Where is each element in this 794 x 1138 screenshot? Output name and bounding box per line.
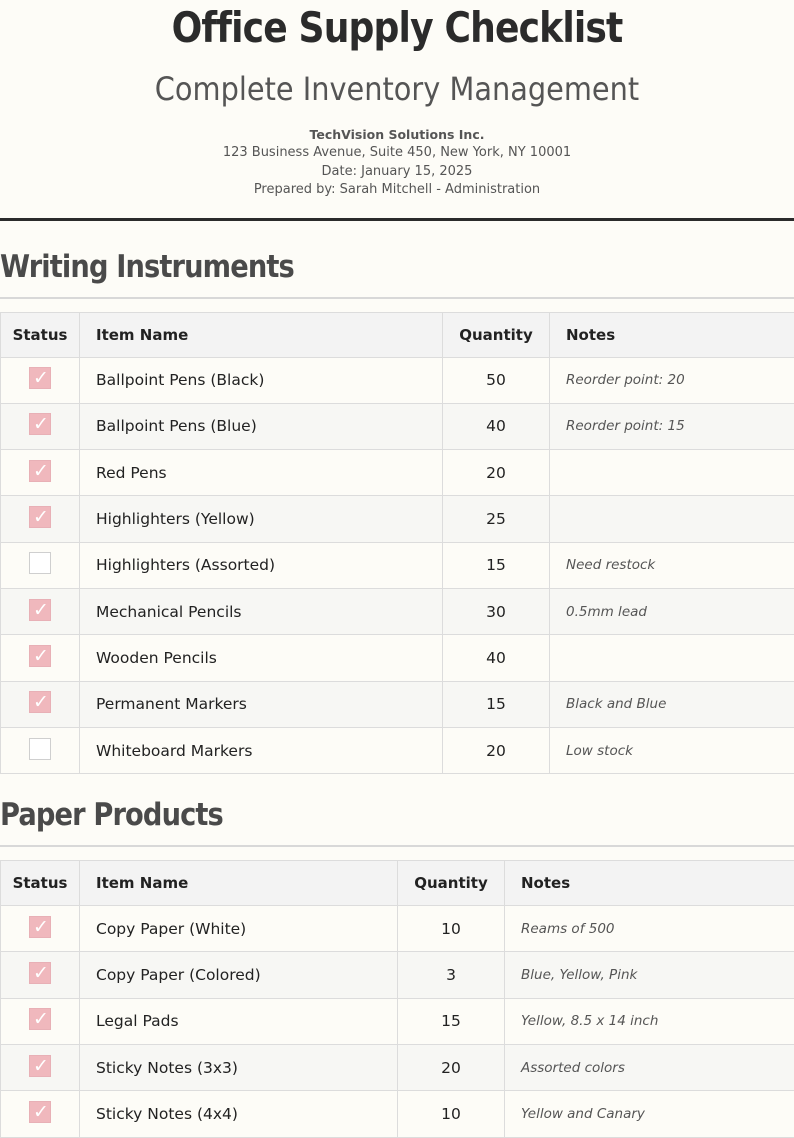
quantity-cell: 25 [443,496,550,542]
item-name-cell: Copy Paper (Colored) [80,952,398,998]
quantity-cell: 30 [443,588,550,634]
notes-cell: Yellow, 8.5 x 14 inch [505,998,794,1044]
page-subtitle: Complete Inventory Management [40,69,755,109]
quantity-cell: 15 [398,998,505,1044]
quantity-cell: 50 [443,357,550,403]
section-paper-products [0,795,794,1137]
item-name-cell: Ballpoint Pens (Blue) [80,403,443,449]
document-date: Date: January 15, 2025 [0,163,794,182]
table-row [1,998,794,1044]
status-checkbox[interactable] [29,1008,51,1030]
quantity-cell: 20 [443,450,550,496]
document-header [0,0,794,200]
item-name-cell: Sticky Notes (3x3) [80,1045,398,1091]
status-cell [1,952,80,998]
status-cell [1,357,80,403]
table-row [1,1045,794,1091]
status-checkbox[interactable] [29,413,51,435]
notes-cell: Reams of 500 [505,906,794,952]
status-checkbox[interactable] [29,1055,51,1077]
status-cell [1,403,80,449]
item-name-cell: Sticky Notes (4x4) [80,1091,398,1137]
status-cell [1,906,80,952]
status-checkbox[interactable] [29,962,51,984]
table-row [1,1091,794,1137]
column-status: Status [1,312,80,357]
item-name-cell: Copy Paper (White) [80,906,398,952]
company-name: TechVision Solutions Inc. [0,126,794,144]
header-divider [0,218,794,221]
column-item-name: Item Name [80,861,398,906]
quantity-cell: 20 [443,727,550,773]
notes-cell: Yellow and Canary [505,1091,794,1137]
table-row [1,542,794,588]
status-cell [1,1045,80,1091]
status-cell [1,450,80,496]
section-divider [0,845,794,847]
column-item-name: Item Name [80,312,443,357]
item-name-cell: Wooden Pencils [80,635,443,681]
notes-cell: Blue, Yellow, Pink [505,952,794,998]
section-writing-instruments [0,247,794,775]
item-name-cell: Highlighters (Assorted) [80,542,443,588]
item-name-cell: Whiteboard Markers [80,727,443,773]
notes-cell: 0.5mm lead [550,588,794,634]
item-name-cell: Legal Pads [80,998,398,1044]
company-address: 123 Business Avenue, Suite 450, New York, NY 10001 [0,144,794,163]
status-cell [1,542,80,588]
table-row [1,450,794,496]
prepared-by: Prepared by: Sarah Mitchell - Administration [0,181,794,200]
notes-cell [550,450,794,496]
quantity-cell: 15 [443,542,550,588]
status-cell [1,496,80,542]
writing-instruments-table [0,312,794,775]
column-quantity: Quantity [398,861,505,906]
notes-cell: Assorted colors [505,1045,794,1091]
quantity-cell: 3 [398,952,505,998]
notes-cell [550,496,794,542]
section-title: Paper Products [0,795,699,835]
table-row [1,952,794,998]
paper-products-table [0,860,794,1137]
table-header-row [1,312,794,357]
item-name-cell: Permanent Markers [80,681,443,727]
status-checkbox[interactable] [29,506,51,528]
quantity-cell: 20 [398,1045,505,1091]
column-notes: Notes [505,861,794,906]
section-divider [0,297,794,299]
table-row [1,588,794,634]
table-header-row [1,861,794,906]
table-row [1,403,794,449]
status-checkbox[interactable] [29,916,51,938]
notes-cell: Low stock [550,727,794,773]
status-checkbox[interactable] [29,645,51,667]
status-checkbox[interactable] [29,552,51,574]
item-name-cell: Ballpoint Pens (Black) [80,357,443,403]
column-status: Status [1,861,80,906]
quantity-cell: 10 [398,1091,505,1137]
table-row [1,906,794,952]
status-cell [1,1091,80,1137]
item-name-cell: Mechanical Pencils [80,588,443,634]
notes-cell: Need restock [550,542,794,588]
status-checkbox[interactable] [29,367,51,389]
quantity-cell: 15 [443,681,550,727]
notes-cell: Black and Blue [550,681,794,727]
table-row [1,496,794,542]
notes-cell: Reorder point: 20 [550,357,794,403]
column-notes: Notes [550,312,794,357]
status-cell [1,727,80,773]
item-name-cell: Highlighters (Yellow) [80,496,443,542]
status-checkbox[interactable] [29,1101,51,1123]
status-cell [1,681,80,727]
table-row [1,727,794,773]
section-title: Writing Instruments [0,247,699,287]
status-checkbox[interactable] [29,599,51,621]
status-cell [1,998,80,1044]
table-row [1,681,794,727]
status-checkbox[interactable] [29,460,51,482]
notes-cell: Reorder point: 15 [550,403,794,449]
quantity-cell: 40 [443,635,550,681]
status-cell [1,635,80,681]
status-cell [1,588,80,634]
table-row [1,357,794,403]
status-checkbox[interactable] [29,691,51,713]
column-quantity: Quantity [443,312,550,357]
table-row [1,635,794,681]
page-title: Office Supply Checklist [56,2,739,54]
status-checkbox[interactable] [29,738,51,760]
item-name-cell: Red Pens [80,450,443,496]
quantity-cell: 10 [398,906,505,952]
notes-cell [550,635,794,681]
quantity-cell: 40 [443,403,550,449]
